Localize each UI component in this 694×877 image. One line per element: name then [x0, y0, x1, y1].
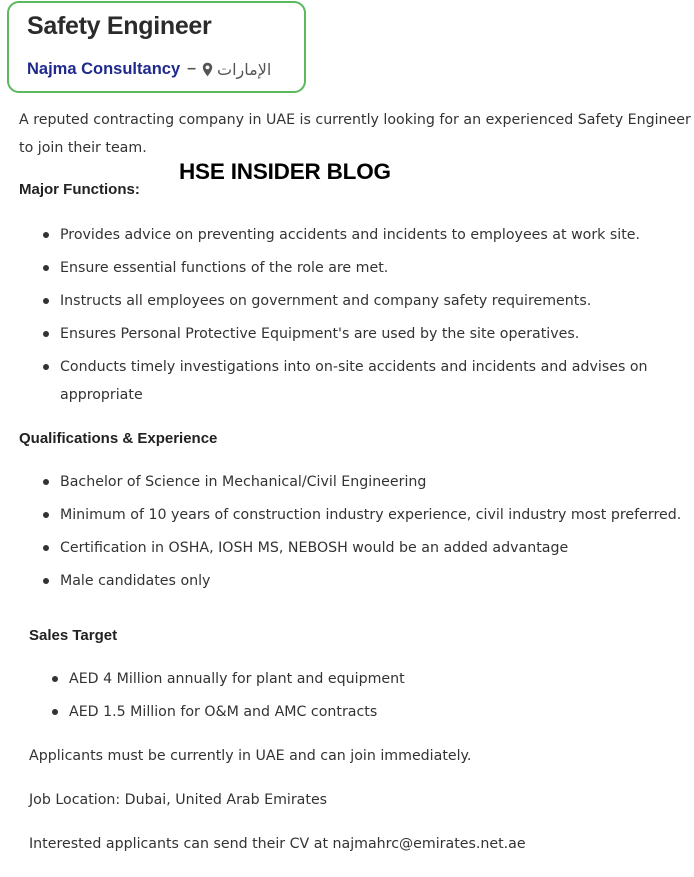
list-item-text: Conducts timely investigations into on-site accidents and incidents and advises on — [60, 359, 648, 375]
map-pin-icon — [202, 62, 213, 77]
list-item: Certification in OSHA, IOSH MS, NEBOSH would be an added advantage — [19, 534, 681, 562]
list-item: Provides advice on preventing accidents and incidents to employees at work site. — [19, 221, 648, 249]
list-item: Ensure essential functions of the role are met. — [19, 254, 648, 282]
sales-target-heading: Sales Target — [29, 627, 118, 644]
contact-text: Interested applicants can send their CV at najmahrc@emirates.net.ae — [29, 836, 526, 852]
job-header-card — [7, 1, 306, 93]
list-item: AED 4 Million annually for plant and equipment — [28, 665, 405, 693]
job-location-text: Job Location: Dubai, United Arab Emirates — [29, 792, 328, 808]
major-functions-list — [19, 221, 648, 409]
applicants-note: Applicants must be currently in UAE and can join immediately. — [29, 748, 472, 764]
list-item: Instructs all employees on government and company safety requirements. — [19, 287, 648, 315]
blog-watermark: HSE INSIDER BLOG — [179, 159, 391, 184]
sales-target-list — [28, 665, 405, 726]
list-item-text: appropriate — [60, 387, 143, 403]
list-item — [19, 353, 648, 409]
company-name-link[interactable]: Najma Consultancy — [27, 59, 181, 78]
list-item: AED 1.5 Million for O&M and AMC contracts — [28, 698, 405, 726]
intro-line: A reputed contracting company in UAE is currently looking for an experienced Safety Engineer — [19, 112, 691, 128]
intro-paragraph — [19, 106, 691, 162]
list-item: Male candidates only — [19, 567, 681, 595]
company-line — [27, 57, 271, 81]
qualifications-heading: Qualifications & Experience — [19, 430, 218, 447]
list-item: Bachelor of Science in Mechanical/Civil Engineering — [19, 468, 681, 496]
job-title: Safety Engineer — [27, 12, 212, 40]
list-item: Minimum of 10 years of construction industry experience, civil industry most preferred. — [19, 501, 681, 529]
qualifications-list — [19, 468, 681, 595]
list-item: Ensures Personal Protective Equipment's are used by the site operatives. — [19, 320, 648, 348]
major-functions-heading: Major Functions: — [19, 181, 140, 198]
job-location-label: الإمارات — [217, 59, 272, 79]
company-separator: – — [187, 60, 197, 77]
intro-line: to join their team. — [19, 140, 147, 156]
